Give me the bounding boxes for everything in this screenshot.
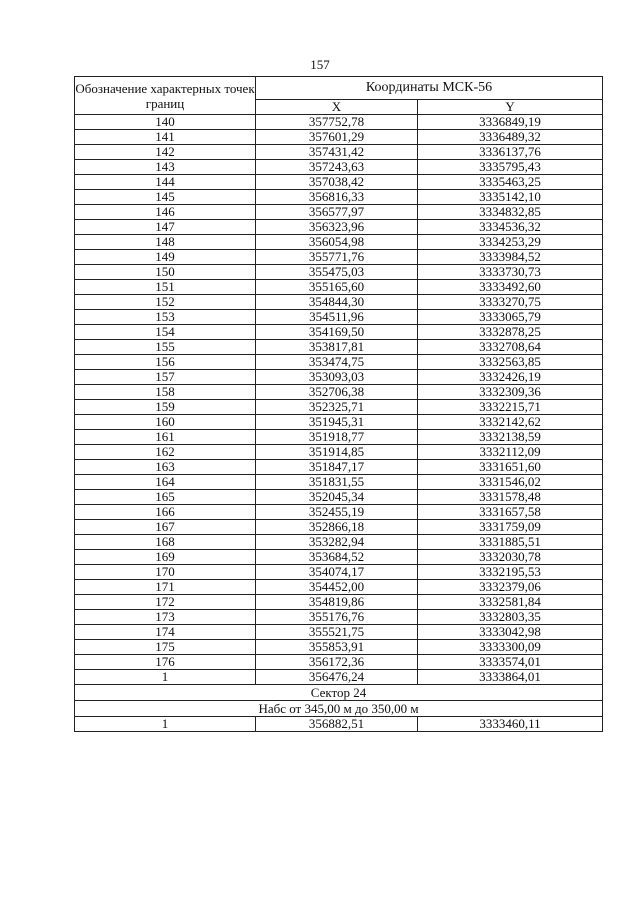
- y-coordinate-cell: 3331657,58: [418, 505, 603, 520]
- point-cell: 167: [75, 520, 256, 535]
- y-coordinate-cell: 3332426,19: [418, 370, 603, 385]
- point-cell: 165: [75, 490, 256, 505]
- x-coordinate-cell: 354511,96: [256, 310, 418, 325]
- x-coordinate-cell: 357431,42: [256, 145, 418, 160]
- y-coordinate-cell: 3331546,02: [418, 475, 603, 490]
- table-row: [75, 280, 603, 295]
- point-cell: 152: [75, 295, 256, 310]
- y-coordinate-cell: 3332138,59: [418, 430, 603, 445]
- y-coordinate-cell: 3333864,01: [418, 670, 603, 685]
- table-row: [75, 235, 603, 250]
- y-coordinate-cell: 3332030,78: [418, 550, 603, 565]
- x-coordinate-cell: 357601,29: [256, 130, 418, 145]
- x-coordinate-cell: 353093,03: [256, 370, 418, 385]
- table-row: [75, 655, 603, 670]
- x-coordinate-cell: 356054,98: [256, 235, 418, 250]
- point-cell: 145: [75, 190, 256, 205]
- point-cell: 168: [75, 535, 256, 550]
- x-coordinate-cell: 355771,76: [256, 250, 418, 265]
- table-row: [75, 265, 603, 280]
- point-cell: 144: [75, 175, 256, 190]
- table-row: [75, 295, 603, 310]
- y-coordinate-cell: 3333065,79: [418, 310, 603, 325]
- point-cell: 170: [75, 565, 256, 580]
- table-row: [75, 340, 603, 355]
- points-column-header: Обозначение характерных точек границ: [75, 77, 256, 115]
- y-coordinate-cell: 3335795,43: [418, 160, 603, 175]
- x-coordinate-cell: 354074,17: [256, 565, 418, 580]
- table-row: [75, 520, 603, 535]
- y-coordinate-cell: 3332142,62: [418, 415, 603, 430]
- point-cell: 155: [75, 340, 256, 355]
- y-coordinate-cell: 3332195,53: [418, 565, 603, 580]
- x-coordinate-cell: 352455,19: [256, 505, 418, 520]
- x-coordinate-cell: 354819,86: [256, 595, 418, 610]
- y-coordinate-cell: 3332379,06: [418, 580, 603, 595]
- point-cell: 143: [75, 160, 256, 175]
- point-cell: 1: [75, 717, 256, 732]
- coordinates-system-header: Координаты МСК-56: [256, 77, 603, 100]
- x-coordinate-cell: 355176,76: [256, 610, 418, 625]
- x-coordinate-cell: 351831,55: [256, 475, 418, 490]
- x-coordinate-cell: 357752,78: [256, 115, 418, 130]
- y-coordinate-cell: 3334253,29: [418, 235, 603, 250]
- x-coordinate-cell: 352045,34: [256, 490, 418, 505]
- sector-row: [75, 685, 603, 701]
- y-coordinate-cell: 3332581,84: [418, 595, 603, 610]
- y-coordinate-cell: 3333730,73: [418, 265, 603, 280]
- x-coordinate-cell: 352706,38: [256, 385, 418, 400]
- x-coordinate-cell: 351847,17: [256, 460, 418, 475]
- y-coordinate-cell: 3336137,76: [418, 145, 603, 160]
- table-row: [75, 205, 603, 220]
- point-cell: 169: [75, 550, 256, 565]
- y-coordinate-cell: 3333492,60: [418, 280, 603, 295]
- x-coordinate-cell: 354844,30: [256, 295, 418, 310]
- point-cell: 166: [75, 505, 256, 520]
- y-coordinate-cell: 3333270,75: [418, 295, 603, 310]
- x-coordinate-cell: 356882,51: [256, 717, 418, 732]
- x-column-header: X: [256, 100, 418, 115]
- x-coordinate-cell: 356577,97: [256, 205, 418, 220]
- point-cell: 161: [75, 430, 256, 445]
- y-coordinate-cell: 3331759,09: [418, 520, 603, 535]
- page-number: 157: [310, 57, 330, 72]
- table-row: [75, 505, 603, 520]
- point-cell: 175: [75, 640, 256, 655]
- table-row: [75, 130, 603, 145]
- sector-section: [75, 685, 603, 717]
- table-row: [75, 565, 603, 580]
- y-coordinate-cell: 3332563,85: [418, 355, 603, 370]
- y-coordinate-cell: 3335142,10: [418, 190, 603, 205]
- x-coordinate-cell: 351945,31: [256, 415, 418, 430]
- point-cell: 140: [75, 115, 256, 130]
- x-coordinate-cell: 354169,50: [256, 325, 418, 340]
- table-row: [75, 475, 603, 490]
- sector-table-body: [75, 717, 603, 732]
- table-row: [75, 640, 603, 655]
- y-column-header: Y: [418, 100, 603, 115]
- table-row: [75, 385, 603, 400]
- table-row: [75, 250, 603, 265]
- y-coordinate-cell: 3332708,64: [418, 340, 603, 355]
- y-coordinate-cell: 3333300,09: [418, 640, 603, 655]
- x-coordinate-cell: 356172,36: [256, 655, 418, 670]
- table-row: [75, 595, 603, 610]
- y-coordinate-cell: 3333574,01: [418, 655, 603, 670]
- point-cell: 160: [75, 415, 256, 430]
- y-coordinate-cell: 3332112,09: [418, 445, 603, 460]
- table-row: [75, 610, 603, 625]
- y-coordinate-cell: 3334832,85: [418, 205, 603, 220]
- point-cell: 141: [75, 130, 256, 145]
- point-cell: 146: [75, 205, 256, 220]
- point-cell: 159: [75, 400, 256, 415]
- y-coordinate-cell: 3335463,25: [418, 175, 603, 190]
- y-coordinate-cell: 3332878,25: [418, 325, 603, 340]
- x-coordinate-cell: 355853,91: [256, 640, 418, 655]
- y-coordinate-cell: 3332215,71: [418, 400, 603, 415]
- x-coordinate-cell: 353684,52: [256, 550, 418, 565]
- table-row: [75, 550, 603, 565]
- x-coordinate-cell: 351918,77: [256, 430, 418, 445]
- point-cell: 1: [75, 670, 256, 685]
- x-coordinate-cell: 356323,96: [256, 220, 418, 235]
- x-coordinate-cell: 352866,18: [256, 520, 418, 535]
- point-cell: 147: [75, 220, 256, 235]
- table-row: [75, 400, 603, 415]
- coordinates-table: [74, 76, 603, 732]
- x-coordinate-cell: 353474,75: [256, 355, 418, 370]
- y-coordinate-cell: 3331578,48: [418, 490, 603, 505]
- table-row: [75, 115, 603, 130]
- table-row: [75, 190, 603, 205]
- point-cell: 150: [75, 265, 256, 280]
- table-row: [75, 145, 603, 160]
- point-cell: 156: [75, 355, 256, 370]
- table-row: [75, 160, 603, 175]
- point-cell: 154: [75, 325, 256, 340]
- point-cell: 153: [75, 310, 256, 325]
- y-coordinate-cell: 3336849,19: [418, 115, 603, 130]
- x-coordinate-cell: 355165,60: [256, 280, 418, 295]
- y-coordinate-cell: 3332803,35: [418, 610, 603, 625]
- x-coordinate-cell: 357038,42: [256, 175, 418, 190]
- point-cell: 142: [75, 145, 256, 160]
- point-cell: 151: [75, 280, 256, 295]
- x-coordinate-cell: 351914,85: [256, 445, 418, 460]
- point-cell: 171: [75, 580, 256, 595]
- point-cell: 163: [75, 460, 256, 475]
- y-coordinate-cell: 3332309,36: [418, 385, 603, 400]
- point-cell: 148: [75, 235, 256, 250]
- point-cell: 162: [75, 445, 256, 460]
- point-cell: 158: [75, 385, 256, 400]
- table-row: [75, 460, 603, 475]
- y-coordinate-cell: 3331885,51: [418, 535, 603, 550]
- y-coordinate-cell: 3336489,32: [418, 130, 603, 145]
- table-row: [75, 445, 603, 460]
- x-coordinate-cell: 354452,00: [256, 580, 418, 595]
- y-coordinate-cell: 3331651,60: [418, 460, 603, 475]
- table-row: [75, 325, 603, 340]
- x-coordinate-cell: 356476,24: [256, 670, 418, 685]
- x-coordinate-cell: 355521,75: [256, 625, 418, 640]
- sector-label: Сектор 24: [75, 685, 603, 701]
- point-cell: 174: [75, 625, 256, 640]
- table-row: [75, 535, 603, 550]
- point-cell: 164: [75, 475, 256, 490]
- table-row: [75, 175, 603, 190]
- table-row: [75, 370, 603, 385]
- table-row: [75, 625, 603, 640]
- x-coordinate-cell: 352325,71: [256, 400, 418, 415]
- table-row: [75, 717, 603, 732]
- x-coordinate-cell: 357243,63: [256, 160, 418, 175]
- point-cell: 157: [75, 370, 256, 385]
- point-cell: 172: [75, 595, 256, 610]
- table-header: [75, 77, 603, 115]
- y-coordinate-cell: 3333984,52: [418, 250, 603, 265]
- table-row: [75, 220, 603, 235]
- table-row: [75, 355, 603, 370]
- point-cell: 173: [75, 610, 256, 625]
- range-label: Набс от 345,00 м до 350,00 м: [75, 701, 603, 717]
- x-coordinate-cell: 356816,33: [256, 190, 418, 205]
- table-row: [75, 580, 603, 595]
- x-coordinate-cell: 353817,81: [256, 340, 418, 355]
- y-coordinate-cell: 3333042,98: [418, 625, 603, 640]
- x-coordinate-cell: 355475,03: [256, 265, 418, 280]
- y-coordinate-cell: 3333460,11: [418, 717, 603, 732]
- y-coordinate-cell: 3334536,32: [418, 220, 603, 235]
- table-row: [75, 430, 603, 445]
- range-row: [75, 701, 603, 717]
- table-body: [75, 115, 603, 685]
- table-row: [75, 490, 603, 505]
- table-row: [75, 310, 603, 325]
- x-coordinate-cell: 353282,94: [256, 535, 418, 550]
- table-row: [75, 670, 603, 685]
- table-row: [75, 415, 603, 430]
- point-cell: 176: [75, 655, 256, 670]
- point-cell: 149: [75, 250, 256, 265]
